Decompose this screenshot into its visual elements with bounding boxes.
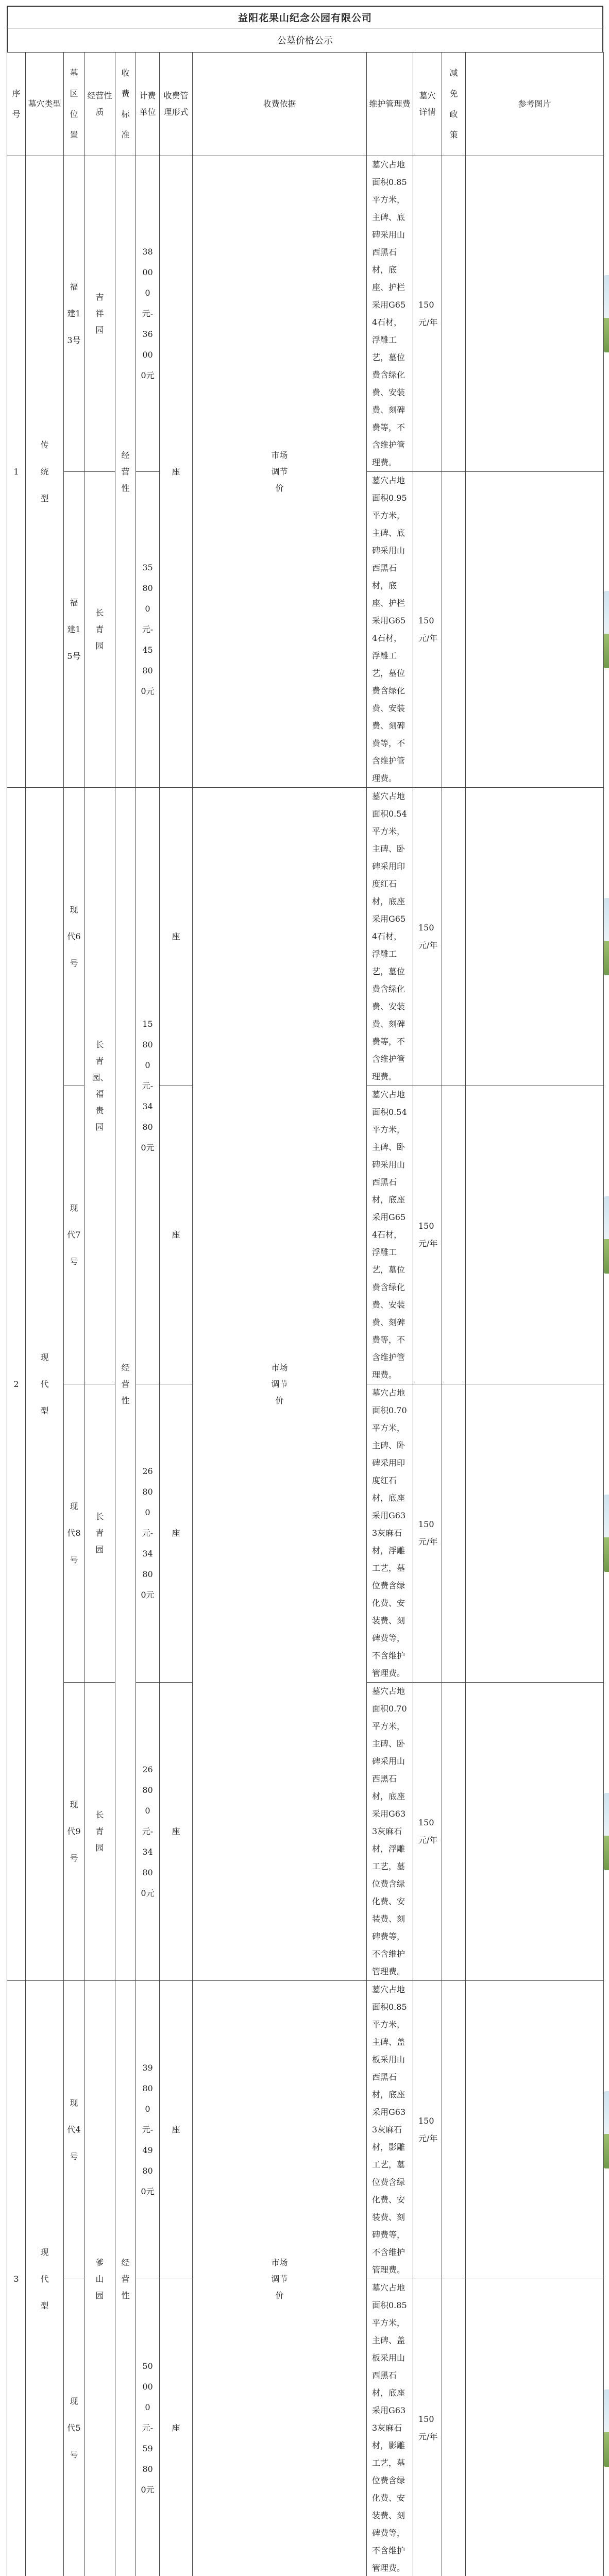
unit-label: 座 bbox=[172, 1230, 180, 1240]
tomb-area: 长青园 bbox=[95, 1512, 104, 1554]
tomb-name: 现代7号 bbox=[67, 1203, 81, 1266]
tomb-basis: 墓穴占地面积0.85平方米，主碑、底碑采用山西黑石材，底座、护栏采用G654石材，浮雕工艺，墓位费含绿化费、安装费、刻碑费等，不含维护管理费。 bbox=[367, 156, 413, 472]
detail-cell bbox=[442, 1384, 466, 1683]
maint-fee: 150元/年 bbox=[413, 1683, 442, 1981]
tomb-price: 50000元-59800元 bbox=[141, 2361, 155, 2495]
group-seq: 2 bbox=[7, 788, 26, 1981]
maint-fee: 150元/年 bbox=[413, 788, 442, 1086]
unit-label: 座 bbox=[172, 931, 180, 941]
tomb-name: 现代6号 bbox=[67, 905, 81, 968]
operator-cell bbox=[115, 156, 136, 788]
col-form: 收费管理形式 bbox=[163, 91, 189, 117]
maint-fee: 150元/年 bbox=[413, 1981, 442, 2279]
form-label: 市场调节价 bbox=[271, 1362, 288, 1405]
col-area: 墓区位置 bbox=[70, 68, 78, 140]
tomb-name: 现代9号 bbox=[67, 1800, 81, 1863]
maint-fee: 150元/年 bbox=[413, 1384, 442, 1683]
table-row bbox=[7, 1981, 604, 2279]
operator-label: 经营性 bbox=[121, 450, 130, 493]
tomb-price: 39800元-49800元 bbox=[141, 2063, 155, 2196]
col-operator: 经营性质 bbox=[87, 91, 112, 117]
operator-label: 经营性 bbox=[121, 2257, 130, 2300]
tomb-price: 38000元-36000元 bbox=[141, 247, 155, 380]
detail-cell bbox=[442, 1683, 466, 1981]
relief-cell bbox=[466, 788, 604, 1086]
tomb-area: 长青园 bbox=[95, 608, 104, 651]
detail-cell bbox=[442, 1086, 466, 1384]
col-unit: 计费单位 bbox=[139, 91, 156, 117]
relief-cell bbox=[466, 1981, 604, 2279]
tombstone-photo bbox=[604, 1793, 609, 1870]
unit-label: 座 bbox=[172, 2125, 180, 2134]
relief-cell bbox=[466, 1384, 604, 1683]
relief-cell bbox=[466, 1086, 604, 1384]
detail-cell bbox=[442, 1981, 466, 2279]
detail-cell bbox=[442, 472, 466, 788]
tomb-name: 现代5号 bbox=[67, 2396, 81, 2460]
tomb-area: 长青园 bbox=[95, 1810, 104, 1853]
col-relief: 减免政策 bbox=[449, 68, 458, 140]
unit-label: 座 bbox=[172, 466, 180, 477]
tomb-basis: 墓穴占地面积0.85平方米，主碑、盖板采用山西黑石材，底座采用G633灰麻石材，影雕工艺，墓位费含绿化费、安装费、刻碑费等，不含维护管理费。 bbox=[367, 1981, 413, 2279]
tomb-basis: 墓穴占地面积0.95平方米，主碑、底碑采用山西黑石材，底座、护栏采用G654石材，浮雕工艺，墓位费含绿化费、安装费、刻碑费等，不含维护管理费。 bbox=[367, 472, 413, 788]
relief-cell bbox=[466, 2279, 604, 2576]
form-label: 市场调节价 bbox=[271, 450, 288, 493]
tomb-price: 35800元-45800元 bbox=[141, 563, 155, 696]
tomb-area: 长青园、福贵园 bbox=[92, 1039, 109, 1132]
col-type: 墓穴类型 bbox=[28, 99, 61, 109]
tomb-basis: 墓穴占地面积0.70平方米，主碑、卧碑采用印度红石材，底座采用G633灰麻石材，浮雕工艺，墓位费含绿化费、安装费、刻碑费等，不含维护管理费。 bbox=[367, 1384, 413, 1683]
maint-fee: 150元/年 bbox=[413, 472, 442, 788]
tombstone-photo bbox=[604, 1495, 609, 1572]
tomb-price: 26800元-34800元 bbox=[141, 1765, 155, 1898]
unit-label: 座 bbox=[172, 1528, 180, 1538]
sheet-subtitle: 公墓价格公示 bbox=[7, 28, 603, 52]
tomb-area: 爹山园 bbox=[95, 2257, 104, 2300]
relief-cell bbox=[466, 472, 604, 788]
tombstone-photo bbox=[604, 898, 609, 975]
table-row bbox=[7, 788, 604, 1086]
col-basis: 收费依据 bbox=[263, 99, 296, 109]
col-detail: 墓穴详情 bbox=[419, 91, 436, 117]
tomb-name: 现代8号 bbox=[67, 1501, 81, 1565]
col-seq: 序号 bbox=[12, 89, 21, 119]
price-sheet bbox=[7, 6, 603, 2576]
price-table bbox=[7, 52, 604, 2576]
tomb-basis: 墓穴占地面积0.70平方米，主碑、卧碑采用山西黑石材，底座采用G633灰麻石材，浮雕工艺，墓位费含绿化费、安装费、刻碑费等，不含维护管理费。 bbox=[367, 1683, 413, 1981]
relief-cell bbox=[466, 1683, 604, 1981]
tombstone-photo bbox=[604, 2389, 609, 2467]
header-row bbox=[7, 53, 604, 156]
col-maint: 维护管理费 bbox=[369, 99, 411, 109]
tombstone-photo bbox=[604, 1196, 609, 1274]
table-row bbox=[7, 156, 604, 472]
tomb-basis: 墓穴占地面积0.85平方米，主碑、盖板采用山西黑石材，底座采用G633灰麻石材，影雕工艺，墓位费含绿化费、安装费、刻碑费等，不含维护管理费。 bbox=[367, 2279, 413, 2576]
tomb-basis: 墓穴占地面积0.54平方米，主碑、卧碑采用山西黑石材，底座采用G654石材，浮雕工艺，墓位费含绿化费、安装费、刻碑费等，不含维护管理费。 bbox=[367, 1086, 413, 1384]
operator-label: 经营性 bbox=[121, 1362, 130, 1405]
tomb-name: 福建15号 bbox=[67, 598, 81, 661]
detail-cell bbox=[442, 2279, 466, 2576]
group-type: 现代型 bbox=[40, 1352, 49, 1416]
group-seq: 3 bbox=[7, 1981, 26, 2576]
maint-fee: 150元/年 bbox=[413, 2279, 442, 2576]
group-type: 传统型 bbox=[40, 439, 49, 503]
form-label: 市场调节价 bbox=[271, 2257, 288, 2300]
tomb-price: 26800元-34800元 bbox=[141, 1466, 155, 1600]
maint-fee: 150元/年 bbox=[413, 1086, 442, 1384]
maint-fee: 150元/年 bbox=[413, 156, 442, 472]
col-pic: 参考图片 bbox=[518, 99, 551, 109]
operator-cell bbox=[115, 1981, 136, 2576]
tombstone-photo bbox=[604, 591, 609, 668]
tomb-name: 福建13号 bbox=[67, 282, 81, 345]
col-price: 收费标准 bbox=[121, 68, 130, 140]
unit-label: 座 bbox=[172, 1826, 180, 1836]
tombstone-photo bbox=[604, 275, 609, 352]
relief-cell bbox=[466, 156, 604, 472]
detail-cell bbox=[442, 788, 466, 1086]
tomb-price: 15800元-34800元 bbox=[141, 1019, 155, 1153]
detail-cell bbox=[442, 156, 466, 472]
tombstone-photo bbox=[604, 2091, 609, 2168]
group-seq: 1 bbox=[7, 156, 26, 788]
group-type: 现代型 bbox=[40, 2247, 49, 2311]
tomb-name: 现代4号 bbox=[67, 2098, 81, 2161]
unit-label: 座 bbox=[172, 2423, 180, 2433]
company-title: 益阳花果山纪念公园有限公司 bbox=[7, 6, 603, 28]
tomb-area: 吉祥园 bbox=[95, 292, 104, 335]
tomb-basis: 墓穴占地面积0.54平方米，主碑、卧碑采用印度红石材，底座采用G654石材，浮雕工艺，墓位费含绿化费、安装费、刻碑费等，不含维护管理费。 bbox=[367, 788, 413, 1086]
operator-cell bbox=[115, 788, 136, 1981]
